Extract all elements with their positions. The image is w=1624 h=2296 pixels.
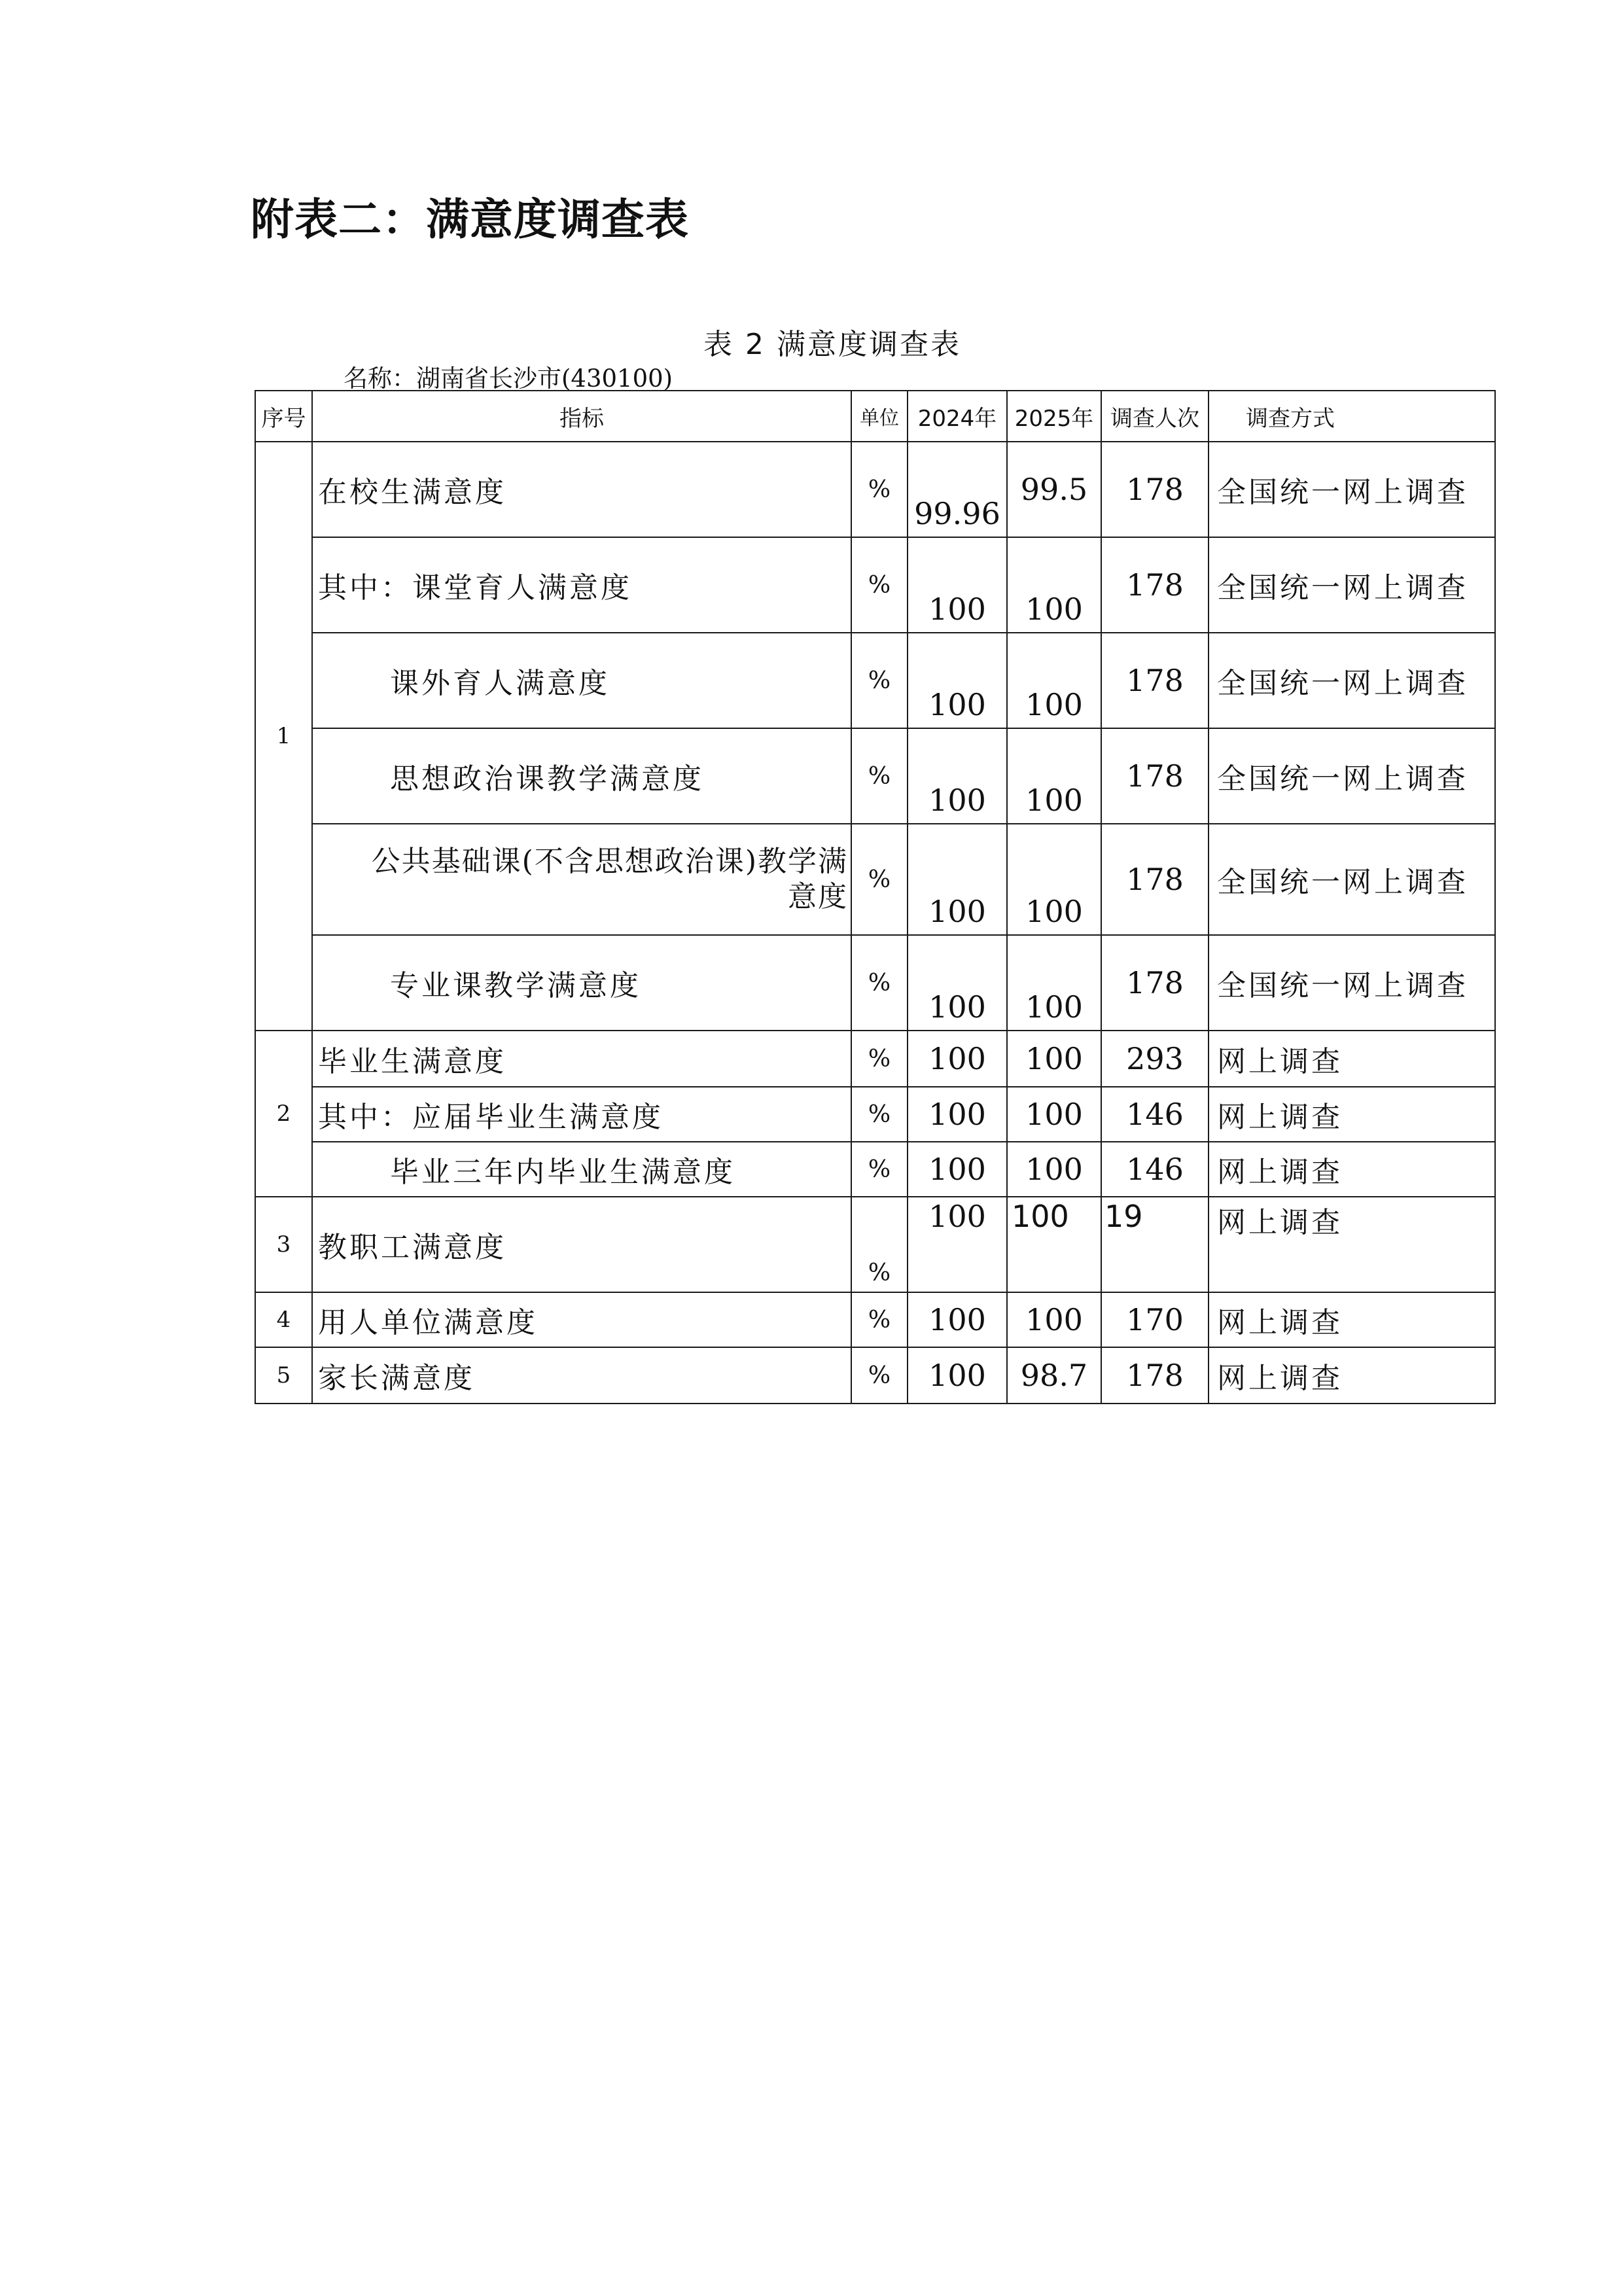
indicator-cell: 课外育人满意度 — [312, 633, 851, 728]
indicator-cell: 家长满意度 — [312, 1347, 851, 1404]
count-cell: 178 — [1101, 824, 1209, 935]
method-cell: 网上调查 — [1209, 1087, 1495, 1142]
value-2025-cell: 100 — [1007, 1031, 1101, 1087]
count-cell: 178 — [1101, 1347, 1209, 1404]
unit-cell: % — [851, 537, 908, 633]
indicator-cell: 其中：课堂育人满意度 — [312, 537, 851, 633]
value-2025-cell: 99.5 — [1007, 442, 1101, 537]
unit-cell: % — [851, 1142, 908, 1197]
table-row — [255, 1292, 1495, 1347]
unit-cell: % — [851, 1197, 908, 1292]
region-name: 名称：湖南省长沙市(430100) — [344, 364, 673, 393]
value-2025-cell: 100 — [1007, 1197, 1101, 1292]
seq-cell: 4 — [255, 1292, 312, 1347]
seq-cell: 5 — [255, 1347, 312, 1404]
count-cell: 293 — [1101, 1031, 1209, 1087]
unit-cell: % — [851, 1292, 908, 1347]
value-2024-cell: 100 — [908, 1347, 1007, 1404]
method-cell: 网上调查 — [1209, 1142, 1495, 1197]
method-cell: 全国统一网上调查 — [1209, 824, 1495, 935]
value-2025-cell: 100 — [1007, 633, 1101, 728]
header-unit: 单位 — [851, 391, 908, 442]
indicator-cell: 在校生满意度 — [312, 442, 851, 537]
header-indicator: 指标 — [312, 391, 851, 442]
page-heading: 附表二：满意度调查表 — [251, 194, 689, 245]
header-seq: 序号 — [255, 391, 312, 442]
table-row — [255, 442, 1495, 537]
table-row — [255, 935, 1495, 1031]
table-row — [255, 1031, 1495, 1087]
value-2025-cell: 100 — [1007, 1292, 1101, 1347]
indicator-cell: 公共基础课(不含思想政治课)教学满意度 — [312, 824, 851, 935]
value-2024-cell: 100 — [908, 1087, 1007, 1142]
header-count: 调查人次 — [1101, 391, 1209, 442]
count-cell: 178 — [1101, 935, 1209, 1031]
method-cell: 全国统一网上调查 — [1209, 633, 1495, 728]
satisfaction-table — [255, 390, 1496, 1404]
table-caption: 表 2 满意度调查表 — [703, 328, 961, 361]
value-2024-cell: 100 — [908, 537, 1007, 633]
value-2025-cell: 100 — [1007, 537, 1101, 633]
count-cell: 146 — [1101, 1087, 1209, 1142]
seq-cell: 3 — [255, 1197, 312, 1292]
table-row — [255, 1197, 1495, 1292]
method-cell: 网上调查 — [1209, 1197, 1495, 1292]
value-2025-cell: 98.7 — [1007, 1347, 1101, 1404]
header-method: 调查方式 — [1209, 391, 1495, 442]
count-cell: 178 — [1101, 537, 1209, 633]
unit-cell: % — [851, 728, 908, 824]
indicator-cell: 毕业生满意度 — [312, 1031, 851, 1087]
table-row — [255, 728, 1495, 824]
indicator-cell: 用人单位满意度 — [312, 1292, 851, 1347]
method-cell: 全国统一网上调查 — [1209, 728, 1495, 824]
value-2025-cell: 100 — [1007, 1087, 1101, 1142]
table-row — [255, 824, 1495, 935]
unit-cell: % — [851, 824, 908, 935]
value-2024-cell: 100 — [908, 728, 1007, 824]
method-cell: 网上调查 — [1209, 1347, 1495, 1404]
seq-cell: 1 — [255, 442, 312, 1031]
header-2025: 2025年 — [1007, 391, 1101, 442]
value-2024-cell: 100 — [908, 1142, 1007, 1197]
table-row — [255, 633, 1495, 728]
header-2024: 2024年 — [908, 391, 1007, 442]
indicator-cell: 毕业三年内毕业生满意度 — [312, 1142, 851, 1197]
table-row — [255, 1347, 1495, 1404]
method-cell: 全国统一网上调查 — [1209, 442, 1495, 537]
value-2024-cell: 100 — [908, 1031, 1007, 1087]
unit-cell: % — [851, 442, 908, 537]
indicator-cell: 专业课教学满意度 — [312, 935, 851, 1031]
count-cell: 146 — [1101, 1142, 1209, 1197]
method-cell: 全国统一网上调查 — [1209, 935, 1495, 1031]
count-cell: 170 — [1101, 1292, 1209, 1347]
value-2024-cell: 100 — [908, 935, 1007, 1031]
value-2024-cell: 99.96 — [908, 442, 1007, 537]
unit-cell: % — [851, 633, 908, 728]
unit-cell: % — [851, 1347, 908, 1404]
table-row — [255, 1142, 1495, 1197]
method-cell: 网上调查 — [1209, 1292, 1495, 1347]
value-2025-cell: 100 — [1007, 728, 1101, 824]
value-2024-cell: 100 — [908, 1197, 1007, 1292]
count-cell: 19 — [1101, 1197, 1209, 1292]
value-2024-cell: 100 — [908, 1292, 1007, 1347]
indicator-cell: 其中：应届毕业生满意度 — [312, 1087, 851, 1142]
unit-cell: % — [851, 1087, 908, 1142]
unit-cell: % — [851, 935, 908, 1031]
unit-cell: % — [851, 1031, 908, 1087]
indicator-cell: 思想政治课教学满意度 — [312, 728, 851, 824]
indicator-cell: 教职工满意度 — [312, 1197, 851, 1292]
value-2025-cell: 100 — [1007, 1142, 1101, 1197]
value-2025-cell: 100 — [1007, 935, 1101, 1031]
seq-cell: 2 — [255, 1031, 312, 1197]
table-row — [255, 537, 1495, 633]
count-cell: 178 — [1101, 633, 1209, 728]
method-cell: 网上调查 — [1209, 1031, 1495, 1087]
method-cell: 全国统一网上调查 — [1209, 537, 1495, 633]
value-2024-cell: 100 — [908, 824, 1007, 935]
header-row — [255, 391, 1495, 442]
value-2025-cell: 100 — [1007, 824, 1101, 935]
count-cell: 178 — [1101, 442, 1209, 537]
value-2024-cell: 100 — [908, 633, 1007, 728]
table-row — [255, 1087, 1495, 1142]
count-cell: 178 — [1101, 728, 1209, 824]
